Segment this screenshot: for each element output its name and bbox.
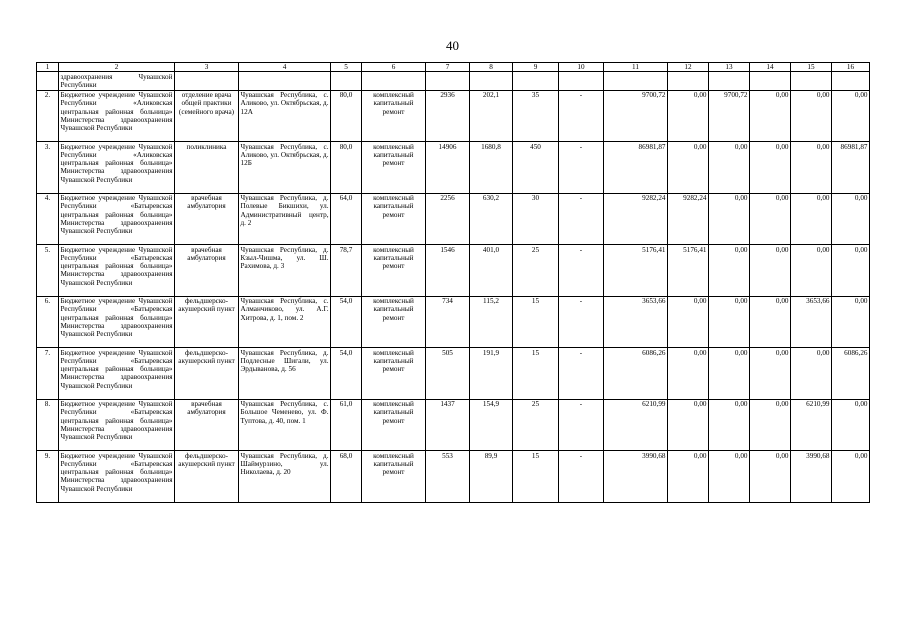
column-number-header: 7	[426, 63, 470, 72]
cost-2023-cell: 0,00	[750, 451, 791, 503]
cost-2021-cell: 0,00	[668, 90, 709, 142]
cost-2022-cell: 0,00	[709, 348, 750, 400]
table-row	[37, 451, 870, 503]
repair-type-cell	[362, 72, 426, 91]
institution-name-cell: Бюджетное учреждение Чувашской Республики «Батыревская центральная районная больница» Министерства здравоохранения Чувашской Республики	[59, 451, 175, 503]
institution-name-cell: Бюджетное учреждение Чувашской Республики «Батыревская центральная районная больница» Министерства здравоохранения Чувашской Республики	[59, 296, 175, 348]
institution-name-cell: Бюджетное учреждение Чувашской Республики «Батыревская центральная районная больница» Министерства здравоохранения Чувашской Республики	[59, 245, 175, 297]
facility-type-cell: фельдшерско-акушерский пункт	[175, 451, 239, 503]
row-number-cell: 9.	[37, 451, 59, 503]
table-row	[37, 142, 870, 194]
capacity-cell	[513, 72, 559, 91]
capacity-cell: 450	[513, 142, 559, 194]
row-number-cell: 7.	[37, 348, 59, 400]
cost-2024-cell	[791, 72, 832, 91]
cost-2024-cell: 0,00	[791, 193, 832, 245]
population-cell: 2256	[426, 193, 470, 245]
address-cell: Чувашская Республика, с. Аликово, ул. Октябрьская, д. 12Б	[239, 142, 331, 194]
total-cost-cell: 3653,66	[604, 296, 668, 348]
population-cell: 505	[426, 348, 470, 400]
cost-2022-cell: 0,00	[709, 296, 750, 348]
cost-2025-cell: 0,00	[832, 245, 870, 297]
col-10-cell	[559, 72, 604, 91]
table-row	[37, 399, 870, 451]
repair-type-cell: комплексный капитальный ремонт	[362, 296, 426, 348]
row-number-cell	[37, 72, 59, 91]
address-cell: Чувашская Республика, д. Полевые Бикшихи, ул. Административный центр, д. 2	[239, 193, 331, 245]
total-cost-cell: 3990,68	[604, 451, 668, 503]
cost-2022-cell: 0,00	[709, 142, 750, 194]
institution-name-cell: здравоохранения Чувашской Республики	[60, 72, 173, 89]
cost-2022-cell: 9700,72	[709, 90, 750, 142]
capacity-cell: 25	[513, 399, 559, 451]
table-row	[37, 296, 870, 348]
repair-type-cell: комплексный капитальный ремонт	[362, 348, 426, 400]
cost-2024-cell: 0,00	[791, 90, 832, 142]
area-cell: 68,0	[331, 451, 362, 503]
total-cost-cell	[604, 72, 668, 91]
cost-2021-cell: 0,00	[668, 348, 709, 400]
column-number-header: 9	[513, 63, 559, 72]
facility-type-cell: отделение врача общей практики (семейного врача)	[175, 90, 239, 142]
column-number-header: 2	[59, 63, 175, 72]
col-10-cell: -	[559, 296, 604, 348]
area-cell: 64,0	[331, 193, 362, 245]
population-cell: 14906	[426, 142, 470, 194]
cost-2023-cell: 0,00	[750, 142, 791, 194]
table-row	[37, 72, 870, 91]
cost-2025-cell: 86981,87	[832, 142, 870, 194]
column-number-header: 4	[239, 63, 331, 72]
area-cell: 78,7	[331, 245, 362, 297]
institution-name-cell: Бюджетное учреждение Чувашской Республики «Аликовская центральная районная больница» Министерства здравоохранения Чувашской Республики	[59, 90, 175, 142]
row-number-cell: 4.	[37, 193, 59, 245]
population-cell: 734	[426, 296, 470, 348]
cost-2025-cell: 6086,26	[832, 348, 870, 400]
total-cost-cell: 86981,87	[604, 142, 668, 194]
distance-cell: 630,2	[470, 193, 513, 245]
data-table	[36, 62, 870, 503]
cost-2024-cell: 0,00	[791, 245, 832, 297]
repair-type-cell: комплексный капитальный ремонт	[362, 90, 426, 142]
area-cell: 54,0	[331, 296, 362, 348]
row-number-cell: 8.	[37, 399, 59, 451]
column-number-header: 10	[559, 63, 604, 72]
cost-2022-cell: 0,00	[709, 451, 750, 503]
cost-2023-cell: 0,00	[750, 399, 791, 451]
address-cell: Чувашская Республика, д. Шаймурзино, ул. Николаева, д. 20	[239, 451, 331, 503]
facility-type-cell: фельдшерско-акушерский пункт	[175, 348, 239, 400]
total-cost-cell: 6086,26	[604, 348, 668, 400]
row-number-cell: 3.	[37, 142, 59, 194]
capacity-cell: 35	[513, 90, 559, 142]
column-number-header: 6	[362, 63, 426, 72]
population-cell: 553	[426, 451, 470, 503]
cost-2022-cell: 0,00	[709, 193, 750, 245]
population-cell	[426, 72, 470, 91]
cost-2023-cell: 0,00	[750, 193, 791, 245]
cost-2023-cell: 0,00	[750, 90, 791, 142]
col-10-cell: -	[559, 245, 604, 297]
institution-name-cell: Бюджетное учреждение Чувашской Республики «Аликовская центральная районная больница» Министерства здравоохранения Чувашской Республики	[59, 142, 175, 194]
cost-2023-cell: 0,00	[750, 245, 791, 297]
col-10-cell: -	[559, 90, 604, 142]
institution-name-cell: Бюджетное учреждение Чувашской Республики «Батыревская центральная районная больница» Министерства здравоохранения Чувашской Республики	[59, 399, 175, 451]
column-number-header: 12	[668, 63, 709, 72]
repair-type-cell: комплексный капитальный ремонт	[362, 399, 426, 451]
address-cell: Чувашская Республика, с. Алманчиково, ул. А.Г. Хитрова, д. 1, пом. 2	[239, 296, 331, 348]
column-number-header: 8	[470, 63, 513, 72]
cost-2021-cell: 0,00	[668, 399, 709, 451]
table-row	[37, 90, 870, 142]
facility-type-cell: фельдшерско-акушерский пункт	[175, 296, 239, 348]
address-cell: Чувашская Республика, д. Подлесные Шигали, ул. Эрдыванова, д. 56	[239, 348, 331, 400]
cost-2021-cell: 0,00	[668, 142, 709, 194]
column-number-header: 5	[331, 63, 362, 72]
institution-name-cell: Бюджетное учреждение Чувашской Республики «Батыревская центральная районная больница» Министерства здравоохранения Чувашской Республики	[59, 348, 175, 400]
address-cell	[239, 72, 331, 91]
col-10-cell: -	[559, 193, 604, 245]
cost-2022-cell	[709, 72, 750, 91]
cost-2025-cell: 0,00	[832, 90, 870, 142]
table-row	[37, 193, 870, 245]
cost-2025-cell	[832, 72, 870, 91]
capacity-cell: 15	[513, 451, 559, 503]
area-cell: 80,0	[331, 90, 362, 142]
distance-cell: 191,9	[470, 348, 513, 400]
column-number-header: 13	[709, 63, 750, 72]
address-cell: Чувашская Республика, с. Большое Чеменево, ул. Ф. Туптова, д. 40, пом. 1	[239, 399, 331, 451]
cost-2021-cell	[668, 72, 709, 91]
cost-2025-cell: 0,00	[832, 193, 870, 245]
address-cell: Чувашская Республика, с. Аликово, ул. Октябрьская, д. 12А	[239, 90, 331, 142]
capacity-cell: 15	[513, 296, 559, 348]
total-cost-cell: 5176,41	[604, 245, 668, 297]
repair-type-cell: комплексный капитальный ремонт	[362, 193, 426, 245]
population-cell: 1546	[426, 245, 470, 297]
col-10-cell: -	[559, 399, 604, 451]
column-number-header: 11	[604, 63, 668, 72]
column-number-header: 3	[175, 63, 239, 72]
table-row	[37, 348, 870, 400]
distance-cell: 1680,8	[470, 142, 513, 194]
column-number-header: 14	[750, 63, 791, 72]
page-number: 40	[446, 38, 459, 53]
cost-2024-cell: 0,00	[791, 142, 832, 194]
area-cell	[331, 72, 362, 91]
area-cell: 61,0	[331, 399, 362, 451]
facility-type-cell: врачебная амбулатория	[175, 245, 239, 297]
cost-2023-cell	[750, 72, 791, 91]
cost-2025-cell: 0,00	[832, 296, 870, 348]
distance-cell: 202,1	[470, 90, 513, 142]
cost-2024-cell: 3990,68	[791, 451, 832, 503]
cost-2021-cell: 5176,41	[668, 245, 709, 297]
cost-2024-cell: 0,00	[791, 348, 832, 400]
cost-2022-cell: 0,00	[709, 245, 750, 297]
col-10-cell: -	[559, 142, 604, 194]
capacity-cell: 15	[513, 348, 559, 400]
cost-2022-cell: 0,00	[709, 399, 750, 451]
cost-2023-cell: 0,00	[750, 296, 791, 348]
repair-type-cell: комплексный капитальный ремонт	[362, 245, 426, 297]
capacity-cell: 30	[513, 193, 559, 245]
table-row	[37, 245, 870, 297]
column-number-header: 15	[791, 63, 832, 72]
population-cell: 2936	[426, 90, 470, 142]
row-number-cell: 6.	[37, 296, 59, 348]
row-number-cell: 2.	[37, 90, 59, 142]
column-number-header: 16	[832, 63, 870, 72]
facility-type-cell	[175, 72, 239, 91]
distance-cell: 154,9	[470, 399, 513, 451]
facility-type-cell: врачебная амбулатория	[175, 193, 239, 245]
row-number-cell: 5.	[37, 245, 59, 297]
facility-type-cell: поликлиника	[175, 142, 239, 194]
col-10-cell: -	[559, 348, 604, 400]
distance-cell	[470, 72, 513, 91]
cost-2024-cell: 6210,99	[791, 399, 832, 451]
cost-2021-cell: 9282,24	[668, 193, 709, 245]
institution-name-cell: Бюджетное учреждение Чувашской Республики «Батыревская центральная районная больница» Министерства здравоохранения Чувашской Республики	[59, 193, 175, 245]
cost-2025-cell: 0,00	[832, 399, 870, 451]
population-cell: 1437	[426, 399, 470, 451]
cost-2021-cell: 0,00	[668, 296, 709, 348]
repair-type-cell: комплексный капитальный ремонт	[362, 142, 426, 194]
distance-cell: 401,0	[470, 245, 513, 297]
area-cell: 54,0	[331, 348, 362, 400]
distance-cell: 115,2	[470, 296, 513, 348]
cost-2025-cell: 0,00	[832, 451, 870, 503]
facility-type-cell: врачебная амбулатория	[175, 399, 239, 451]
repair-type-cell: комплексный капитальный ремонт	[362, 451, 426, 503]
cost-2023-cell: 0,00	[750, 348, 791, 400]
total-cost-cell: 9700,72	[604, 90, 668, 142]
area-cell: 80,0	[331, 142, 362, 194]
column-number-header: 1	[37, 63, 59, 72]
distance-cell: 89,9	[470, 451, 513, 503]
address-cell: Чувашская Республика, д. Кзыл-Чишма, ул. Ш. Рахимова, д. 3	[239, 245, 331, 297]
capacity-cell: 25	[513, 245, 559, 297]
total-cost-cell: 9282,24	[604, 193, 668, 245]
cost-2024-cell: 3653,66	[791, 296, 832, 348]
total-cost-cell: 6210,99	[604, 399, 668, 451]
column-number-row	[37, 63, 870, 72]
cost-2021-cell: 0,00	[668, 451, 709, 503]
col-10-cell: -	[559, 451, 604, 503]
